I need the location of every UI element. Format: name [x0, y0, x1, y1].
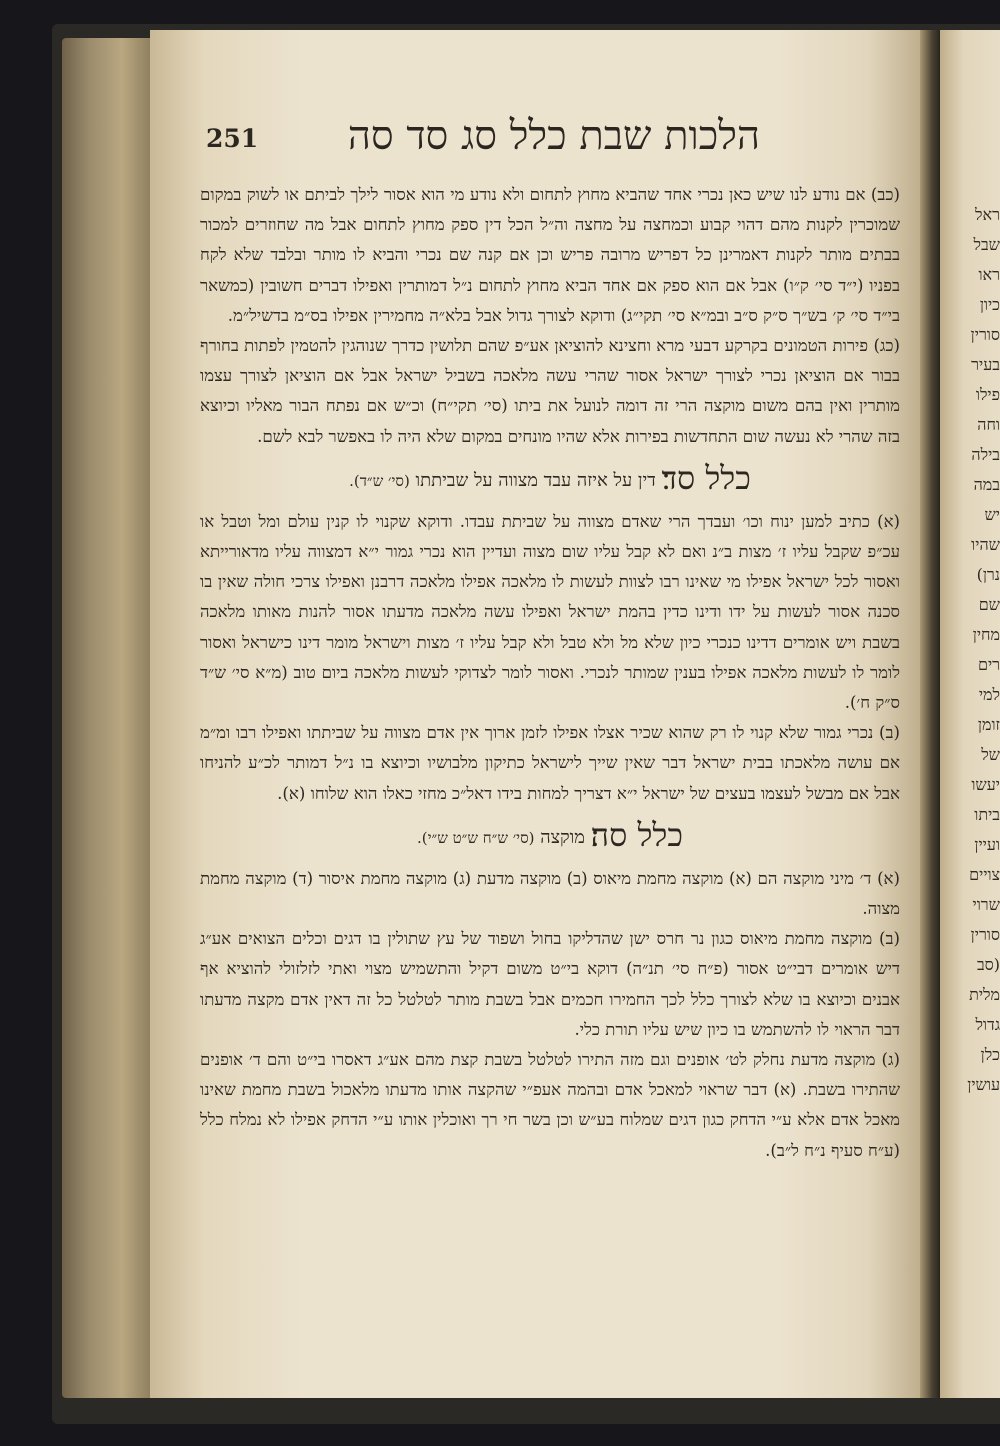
facing-page-fragment: יש	[984, 505, 1000, 524]
paragraph: (כג) פירות הטמונים בקרקע דבעי מרא וחצינא להוציאן אע״פ שהם תלושין כדרך שנוהגין להטמין לפתות בחורף בבור אם הוציאן נכרי לצורך ישראל אסור שהרי עשה מלאכה בשביל ישראל אבל אם הוציאן לצורך עצמו מותרין ואין בהם משום מוקצה הרי זה דומה לנועל את ביתו (סי׳ תקי״ח) וכ״ש אם נפתח הבור מאליו וכיוצא בזה שהרי לא נעשה שום התחדשות בפירות אלא שהיו מונחים במקום שלא היה לו באפשר לבא לשם.	[200, 336, 900, 446]
paragraph: (ב) נכרי גמור שלא קנוי לו רק שהוא שכיר אצלו אפילו לזמן ארוך אין אדם מצווה על שביתתו ואפילו רבו ומ״מ אם עושה מלאכתו בבית ישראל דבר שאין שייך לישראל כתיקון מלבושיו וכיוצא בו נ״ל דמותר לכ״ע להניחו אבל אם מבשל לעצמו בעצים של ישראל י״א דצריך למחות בידו דאל״כ מחזי כאלו הוא שלוחו (א).	[200, 723, 900, 803]
facing-page-fragment: למי	[978, 685, 1000, 704]
facing-page-fragment: שם	[978, 595, 1000, 614]
facing-page	[940, 30, 1000, 1398]
facing-page-fragment: בילה	[971, 445, 1000, 464]
paragraph: (א) כתיב למען ינוח וכו׳ ועבדך הרי שאדם מצווה על שביתת עבדו. ודוקא שקנוי לו קנין עולם ומל וטבל או עכ״פ שקבל עליו ז׳ מצות ב״נ ואם לא קבל עליו שום מצוה ועדיין הוא נכרי גמור י״א דמצווה עליו מדאורייתא ואסור לכל ישראל אפילו מי שאינו רבו לצוות לעשות לו מלאכה אפילו מלאכה דרבנן ואפילו צרכי חולה שאין בו סכנה אסור לעשות על ידו ודינו כדין בהמת ישראל ואפילו עשה מלאכה מדעתו אסור להנות מאותו מלאכה בשבת ויש אומרים דדינו כנכרי כיון שלא מל ולא טבל ולא קבל עליו ז׳ מצות וישראל מומר דינו כישראל ואסור לומר לו לעשות מלאכה אפילו בענין שמותר לנכרי. ואסור לומר לצדוקי לעשות מלאכה ביום טוב (מ״א סי׳ ש״ד ס״ק ח׳).	[200, 511, 900, 713]
facing-page-fragment: סורין	[970, 325, 1000, 344]
facing-page-fragment: וחה	[977, 415, 1000, 434]
running-head	[200, 110, 760, 172]
section-title: דין על איזה עבד מצווה על שביתתו	[415, 469, 656, 491]
book-gutter	[920, 30, 942, 1398]
facing-page-fragment: שרוי	[972, 895, 1000, 914]
facing-page-fragment: סורין	[970, 925, 1000, 944]
paragraph: (כב) אם נודע לנו שיש כאן נכרי אחד שהביא מחוץ לתחום ולא נודע מי הוא אסור לילך לביתם או לשוק במקום שמוכרין לקנות מהם דהוי קבוע וכמחצה על מחצה וה״ל הכל דין ספק מחוץ לתחום אבל מה שחוזרים למכור בבתים מותר לקנות דאמרינן כל דפריש מרובה פריש וכן אם קנה שם נכרי והביא לו מותר ובלבד שלא לקח בפניו (י״ד סי׳ ק״ו) אבל אם הוא ספק אם אחד הביא מחוץ לתחום נ״ל דמותרין ואפילו דברים חשובין (כמשאר בי״ד סי׳ ק׳ בש״ך ס״ק ס״ב ובמ״א סי׳ תקי״ג) ודוקא לצורך גדול אבל בלא״ה מחמירין אפילו בס״מ בדשיל״מ.	[200, 185, 900, 325]
facing-page-fragment: כיון	[979, 295, 1000, 314]
paragraph: (א) ד׳ מיני מוקצה הם (א) מוקצה מחמת מיאוס (ב) מוקצה מדעת (ג) מוקצה מחמת איסור (ד) מוקצה מחמת מצוה.	[200, 868, 900, 919]
page-number: 251	[206, 124, 259, 153]
facing-page-fragment: ראו	[978, 265, 1000, 284]
facing-page-fragment: עושין	[967, 1075, 1000, 1094]
page-edges	[62, 38, 154, 1398]
facing-page-fragment: ראל	[975, 205, 1000, 224]
facing-page-fragment: נרן)	[976, 565, 1000, 584]
facing-page-fragment: במה	[973, 475, 1000, 494]
facing-page-fragment: פילו	[975, 385, 1000, 404]
section-title: מוקצה	[540, 826, 585, 848]
facing-page-fragment: צויים	[969, 865, 1000, 884]
paragraph: (ב) מוקצה מחמת מיאוס כגון נר חרס ישן שהדליקו בחול ושפוד של עץ שתולין בו דגים וכלים הצואים אע״ג דיש אומרים דבי״ט אסור (פ״ח סי׳ תנ״ה) דוקא בי״ט משום דקיל והתשמיש מצוי ואתי לזלזולי להוציא אף אבנים וכיוצא בו שלא לצורך כלל לכך החמירו חכמים אבל בשבת מותר לטלטל כל זה דאין אדם מקצה מדעתו דבר הראוי לו להשתמש בו כיון שיש עליו תורת כלי.	[200, 929, 900, 1039]
section-reference: (סי׳ ש״ד).	[349, 471, 410, 490]
facing-page-fragment: שהיו	[971, 535, 1000, 554]
section-heading-65	[200, 811, 900, 862]
paragraph: (ג) מוקצה מדעת נחלק לט׳ אופנים וגם מזה התירו לטלטל בשבת קצת מהם אע״ג דאסרו בי״ט והם ד׳ אופנים שהתירו בשבת. (א) דבר שראוי למאכל אדם ובהמה אעפ״י שהקצה אותו מדעתו מלאכול בשבת מחמת שאינו מאכל אדם אלא ע״י הדחק כגון דגים שמלוח בע״ש וכן בשר חי רך ואוכלין אותו ע״י הדחק אפילו לא נמלח כלל (ע״ח סעיף נ״ח ל״ב).	[200, 1050, 900, 1160]
facing-page-fragment: זומן	[977, 715, 1000, 734]
facing-page-fragment: ועיין	[974, 835, 1000, 854]
facing-page-fragments	[944, 200, 1000, 1320]
section-reference: (סי׳ ש״ח ש״ט ש״י).	[416, 828, 535, 847]
running-title: הלכות שבת כלל סג סד סה	[347, 113, 760, 159]
body-text	[200, 180, 900, 1320]
section-heading-64	[200, 454, 900, 505]
facing-page-fragment: יעשו	[971, 775, 1000, 794]
section-label: כלל סה׃	[590, 815, 684, 854]
facing-page-fragment: מלית	[969, 985, 1000, 1004]
section-label: כלל סד׃	[661, 458, 751, 497]
facing-page-fragment: גדול	[975, 1015, 1000, 1034]
facing-page-fragment: כלן	[980, 1045, 1000, 1064]
facing-page-fragment: רים	[977, 655, 1000, 674]
facing-page-fragment: מחין	[972, 625, 1000, 644]
facing-page-fragment: (סב	[976, 955, 1000, 974]
facing-page-fragment: בעיר	[971, 355, 1000, 374]
facing-page-fragment: של	[981, 745, 1000, 764]
facing-page-fragment: ביתו	[974, 805, 1000, 824]
facing-page-fragment: שבל	[973, 235, 1000, 254]
